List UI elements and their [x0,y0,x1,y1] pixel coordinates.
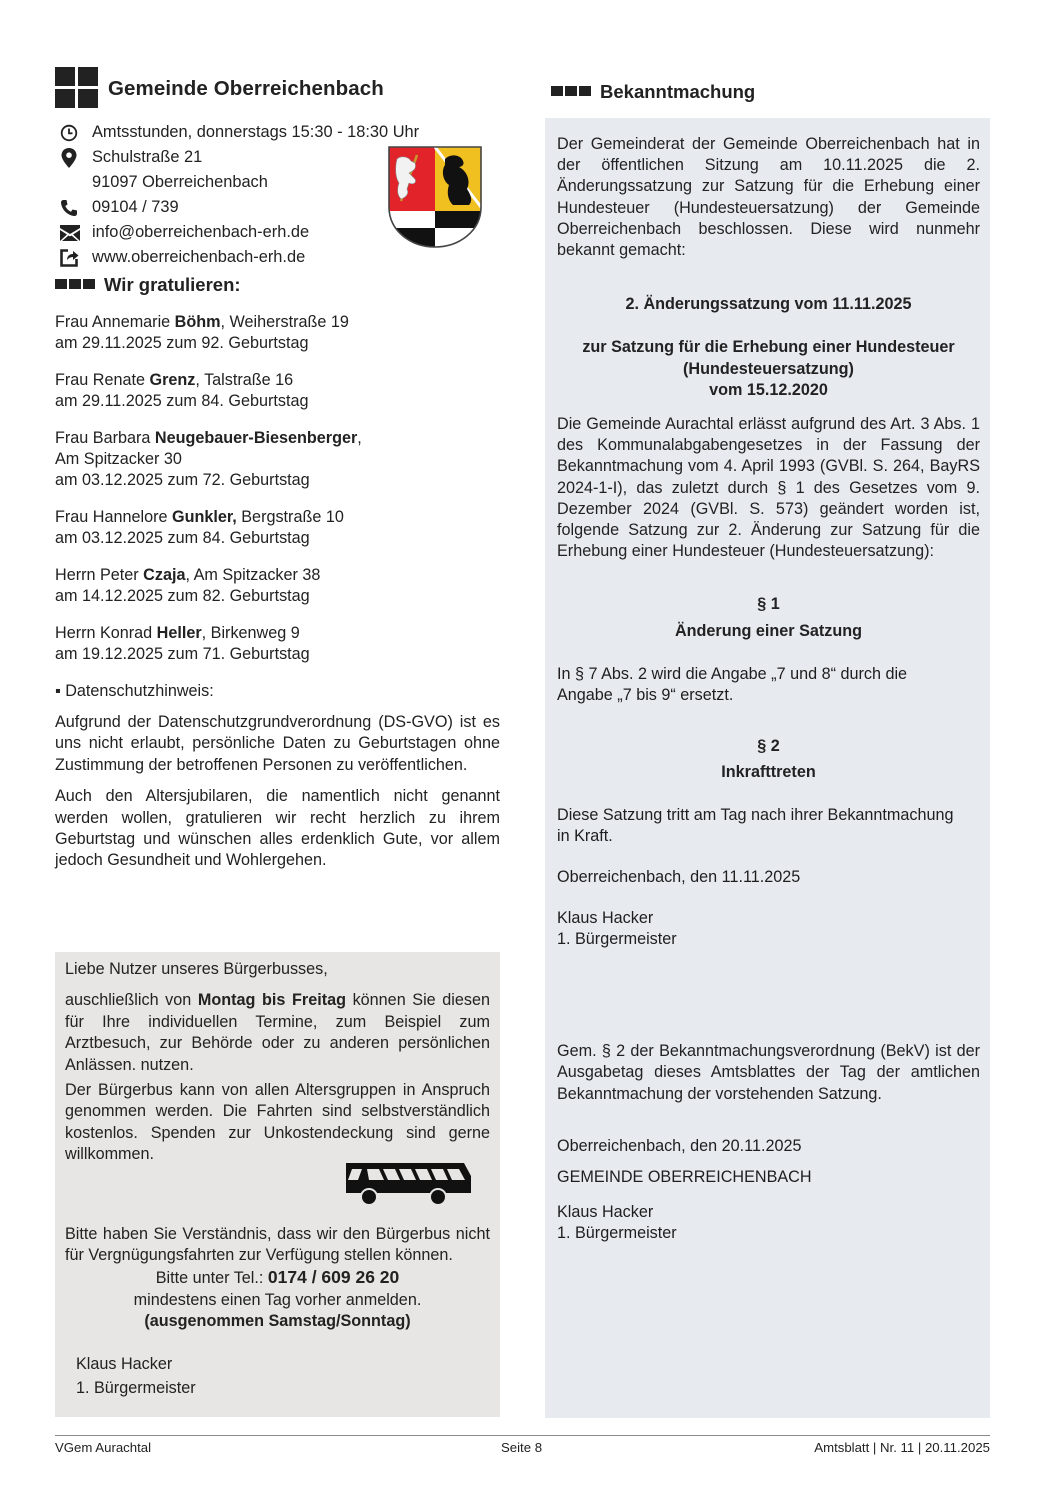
signature-name: Klaus Hacker [557,909,654,928]
bus-phone-line: Bitte unter Tel.: 0174 / 609 26 20 [155,1267,400,1288]
signature-name: Klaus Hacker [557,1202,654,1221]
section-marker-icon [55,279,95,289]
list-item: Frau Hannelore Gunkler, Bergstraße 10 am 03.12.2025 zum 84. Geburtstag [55,508,344,547]
bus-booking-note: mindestens einen Tag vorher anmelden. [133,1290,422,1309]
footer-divider [55,1435,990,1436]
notice-heading: Bekanntmachung [551,77,755,105]
amendment-title: 2. Änderungssatzung vom 11.11.2025 [625,295,912,314]
citizen-bus-box [55,952,500,1417]
place-date: Oberreichenbach, den 11.11.2025 [557,868,801,887]
bus-phone-number[interactable]: 0174 / 609 26 20 [267,1267,400,1288]
list-item: Frau Annemarie Böhm, Weiherstraße 19 am 29.11.2025 zum 92. Geburtstag [55,313,349,352]
section-marker-icon [551,86,591,96]
notice-preamble: Die Gemeinde Aurachtal erlässt aufgrund des Art. 3 Abs. 1 des Kommunalabgabengesetzes in der Fassung der Bekanntmachung vom 4. April 1993 (GVBl. S. 264, BayRS 2024-1-I), das zuletzt durch § 1 des Gesetzes vom 9. Dezember 2024 (GVBl. S. 573) geändert worden ist, folgende Satzung zur 2. Änderung zur Satzung für die Erhebung einer Hundesteuer (Hundesteuersatzung): [557,415,980,561]
contact-hours: Amtsstunden, donnerstags 15:30 - 18:30 Uhr [55,120,500,145]
list-item: Frau Renate Grenz, Talstraße 16 am 29.11.2025 zum 84. Geburtstag [55,371,309,410]
municipality-logo-icon [55,67,98,109]
list-item: Frau Barbara Neugebauer-Biesenberger, Am Spitzacker 30 am 03.12.2025 zum 72. Geburtstag [55,429,362,489]
congrats-heading: Wir gratulieren: [55,270,500,298]
contact-phone[interactable]: 09104 / 739 [55,195,500,220]
list-item: Herrn Konrad Heller, Birkenweg 9 am 19.12.2025 zum 71. Geburtstag [55,624,310,663]
signature-title: 1. Bürgermeister [76,1379,196,1398]
envelope-icon [55,225,92,241]
municipality-name: GEMEINDE OBERREICHENBACH [557,1167,812,1186]
signature-name: Klaus Hacker [76,1354,173,1373]
notice-intro: Der Gemeinderat der Gemeinde Oberreichenbach hat in der öffentlichen Sitzung am 10.11.2025 die 2. Änderungssatzung zur Satzung für die Erhebung einer Hundesteuer (Hundesteuersatzung) der Gemeinde Oberreichenbach beschlossen. Diese wird nunmehr bekannt gemacht: [557,135,980,260]
section-text: Diese Satzung tritt am Tag nach ihrer Bekanntmachung in Kraft. [557,806,954,846]
privacy-heading: ▪ Datenschutzhinweis: [55,682,214,700]
contact-email[interactable]: info@oberreichenbach-erh.de [55,220,500,245]
bus-icon [342,1160,472,1206]
contact-street: Schulstraße 21 [55,145,500,170]
list-item: Herrn Peter Czaja, Am Spitzacker 38 am 14.12.2025 zum 82. Geburtstag [55,566,321,605]
footer-left: VGem Aurachtal [55,1440,152,1455]
signature-title: 1. Bürgermeister [557,1223,677,1242]
footer-issue: Amtsblatt | Nr. 11 | 20.11.2025 [814,1440,990,1455]
privacy-paragraph: Aufgrund der Datenschutzgrundverordnung (DS-GVO) ist es uns nicht erlaubt, persönliche Daten zu Geburtstagen ohne Zustimmung der betroffenen Personen zu veröffentlichen. [55,713,500,774]
signature-title: 1. Bürgermeister [557,930,677,949]
footer-page-number: Seite 8 [501,1440,543,1455]
clock-icon [55,124,92,142]
location-pin-icon [55,147,92,169]
contact-block [55,120,500,270]
section-number: § 2 [757,736,780,755]
bekv-note: Gem. § 2 der Bekanntmachungsverordnung (BekV) ist der Ausgabetag dieses Amtsblattes der Tag der amtlichen Bekanntmachung der vorstehenden Satzung. [557,1042,980,1103]
org-header [55,66,500,110]
phone-icon [55,199,92,217]
amendment-subtitle: vom 15.12.2020 [709,380,828,399]
external-link-icon [55,248,92,267]
notice-box [545,118,990,1418]
bus-exclusion-note: (ausgenommen Samstag/Sonntag) [144,1312,411,1331]
amendment-subtitle: zur Satzung für die Erhebung einer Hundesteuer [582,338,955,357]
amendment-subtitle: (Hundesteuersatzung) [683,359,854,378]
contact-city: 91097 Oberreichenbach [92,173,268,191]
coat-of-arms-icon [387,145,483,249]
bus-greeting: Liebe Nutzer unseres Bürgerbusses, [65,960,328,978]
privacy-paragraph: Auch den Altersjubilaren, die namentlich nicht genannt werden wollen, gratulieren wir recht herzlich zu ihrem Geburtstag und wünschen alles erdenklich Gute, vor allem jedoch Gesundheit und Wohlergehen. [55,787,500,870]
bus-paragraph: Der Bürgerbus kann von allen Altersgruppen in Anspruch genommen werden. Die Fahrten sind selbstverständlich kostenlos. Spenden zur Unkostendeckung sind gerne willkommen. [65,1081,490,1164]
bus-paragraph: auschließlich von Montag bis Freitag können Sie diesen für Ihre individuellen Termine, zum Beispiel zum Arztbesuch, zur Behörde oder zu anderen persönlichen Anlässen. nutzen. [65,991,490,1074]
section-number: § 1 [757,595,780,614]
contact-website[interactable]: www.oberreichenbach-erh.de [55,245,500,270]
place-date: Oberreichenbach, den 20.11.2025 [557,1136,802,1155]
left-column [55,66,500,872]
org-title: Gemeinde Oberreichenbach [108,76,384,100]
section-title: Inkrafttreten [721,763,816,782]
congrats-list [55,312,500,665]
bus-paragraph: Bitte haben Sie Verständnis, dass wir den Bürgerbus nicht für Vergnügungsfahrten zur Verfügung stellen können. [65,1224,490,1265]
section-text: In § 7 Abs. 2 wird die Angabe „7 und 8“ durch die Angabe „7 bis 9“ ersetzt. [557,664,908,704]
section-title: Änderung einer Satzung [674,621,863,640]
